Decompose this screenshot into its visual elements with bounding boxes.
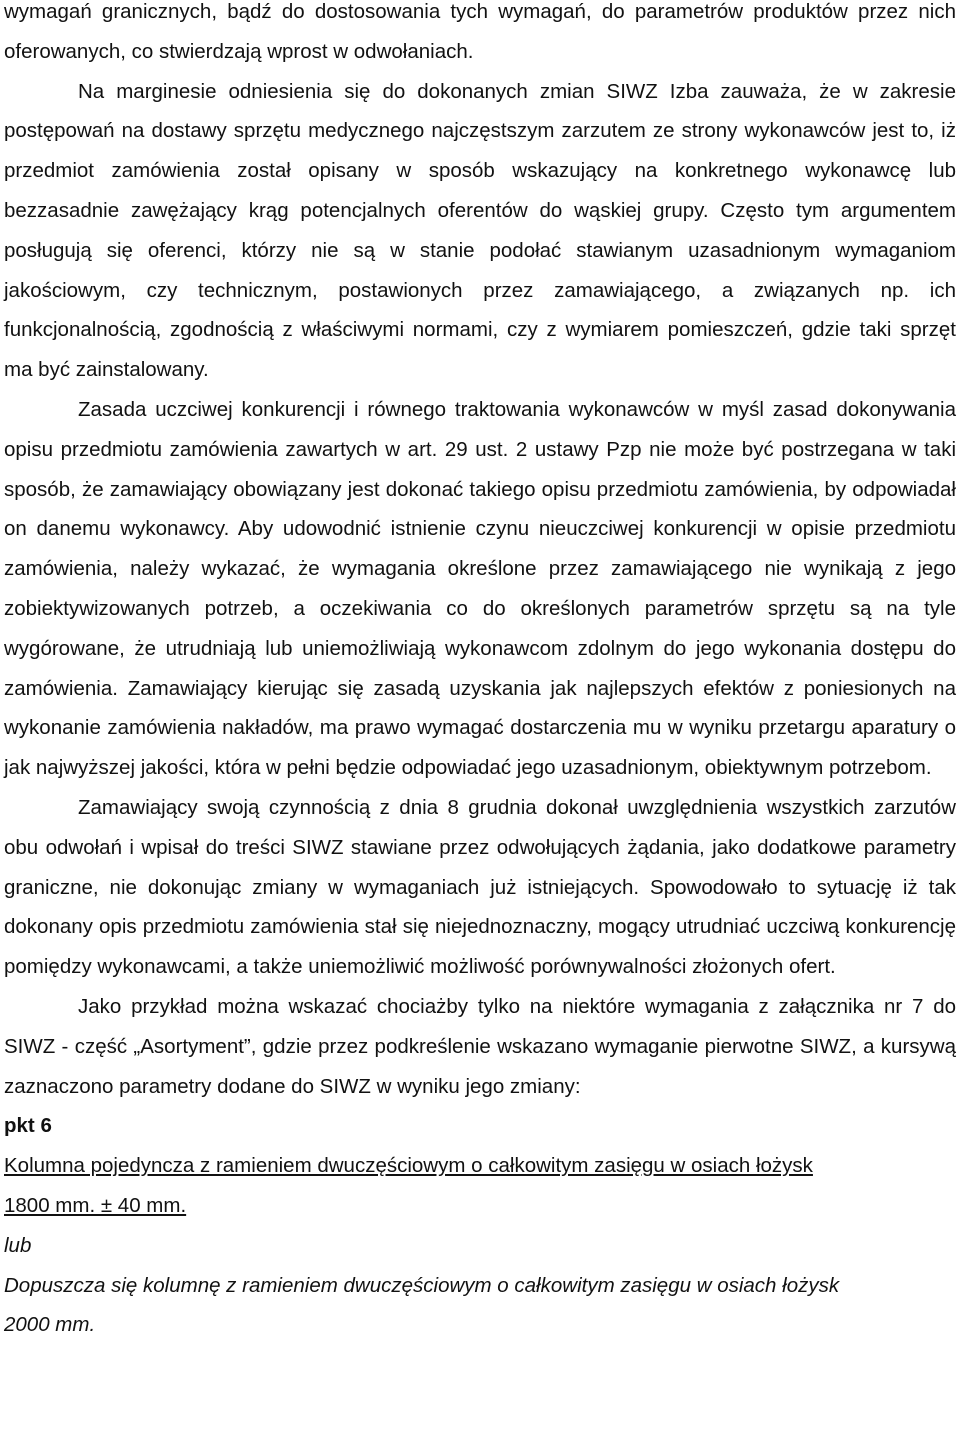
item-heading: pkt 6: [4, 1114, 52, 1138]
original-requirement-line-1: Kolumna pojedyncza z ramieniem dwuczęściowym o całkowitym zasięgu w osiach łożysk: [4, 1154, 813, 1178]
connector-text: lub: [4, 1233, 32, 1257]
paragraph-contracting-authority-action: Zamawiający swoją czynnością z dnia 8 grudnia dokonał uwzględnienia wszystkich zarzutów obu odwołań i wpisał do treści SIWZ stawiane przez odwołujących żądania, jako dodatkowe parametry graniczne, nie dokonując zmiany w wymaganiach już istniejących. Spowodowało to sytuację iż tak dokonany opis przedmiotu zamówienia stał się niejednoznaczny, mogący utrudniać uczciwą konkurencję pomiędzy wykonawcami, a także uniemożliwić możliwość porównywalności złożonych ofert.: [4, 795, 956, 979]
added-requirement-line-2: 2000 mm.: [4, 1313, 96, 1337]
added-requirement-line-1: Dopuszcza się kolumnę z ramieniem dwuczęściowym o całkowitym zasięgu w osiach łożysk: [4, 1273, 840, 1297]
paragraph-continuation: wymagań granicznych, bądź do dostosowania tych wymagań, do parametrów produktów przez nich oferowanych, co stwierdzają wprost w odwołaniach.: [4, 0, 956, 63]
original-requirement-line-2: 1800 mm. ± 40 mm.: [4, 1193, 187, 1217]
paragraph-margin-note: Na marginesie odniesienia się do dokonanych zmian SIWZ Izba zauważa, że w zakresie postępowań na dostawy sprzętu medycznego najczęstszym zarzutem ze strony wykonawców jest to, iż przedmiot zamówienia został opisany w sposób wskazujący na konkretnego wykonawcę lub bezzasadnie zawężający krąg potencjalnych oferentów do wąskiej grupy. Często tym argumentem posługują się oferenci, którzy nie są w stanie podołać stawianym uzasadnionym wymaganiom jakościowym, czy technicznym, postawionych przez zamawiającego, a związanych np. ich funkcjonalnością, zgodnością z właściwymi normami, czy z wymiarem pomieszczeń, gdzie taki sprzęt ma być zainstalowany.: [4, 79, 956, 382]
paragraph-fair-competition: Zasada uczciwej konkurencji i równego traktowania wykonawców w myśl zasad dokonywania opisu przedmiotu zamówienia zawartych w art. 29 ust. 2 ustawy Pzp nie może być postrzegana w taki sposób, że zamawiający obowiązany jest dokonać takiego opisu przedmiotu zamówienia, by odpowiadał on danemu wykonawcy. Aby udowodnić istnienie czynu nieuczciwej konkurencji w opisie przedmiotu zamówienia, należy wykazać, że wymagania określone przez zamawiającego nie wynikają z jego zobiektywizowanych potrzeb, a oczekiwania co do określonych parametrów sprzętu są na tyle wygórowane, że utrudniają lub uniemożliwiają wykonawcom zdolnym do jego wykonania dostępu do zamówienia. Zamawiający kierując się zasadą uzyskania jak najlepszych efektów z poniesionych na wykonanie zamówienia nakładów, ma prawo wymagać dostarczenia mu w wyniku przetargu aparatury o jak najwyższej jakości, która w pełni będzie odpowiadać jego uzasadnionym, obiektywnym potrzebom.: [4, 397, 956, 780]
paragraph-example-intro: Jako przykład można wskazać chociażby tylko na niektóre wymagania z załącznika nr 7 do SIWZ - część „Asortyment”, gdzie przez podkreślenie wskazano wymaganie pierwotne SIWZ, a kursywą zaznaczono parametry dodane do SIWZ w wyniku jego zmiany:: [4, 994, 956, 1098]
document-page: [4, 0, 956, 1345]
